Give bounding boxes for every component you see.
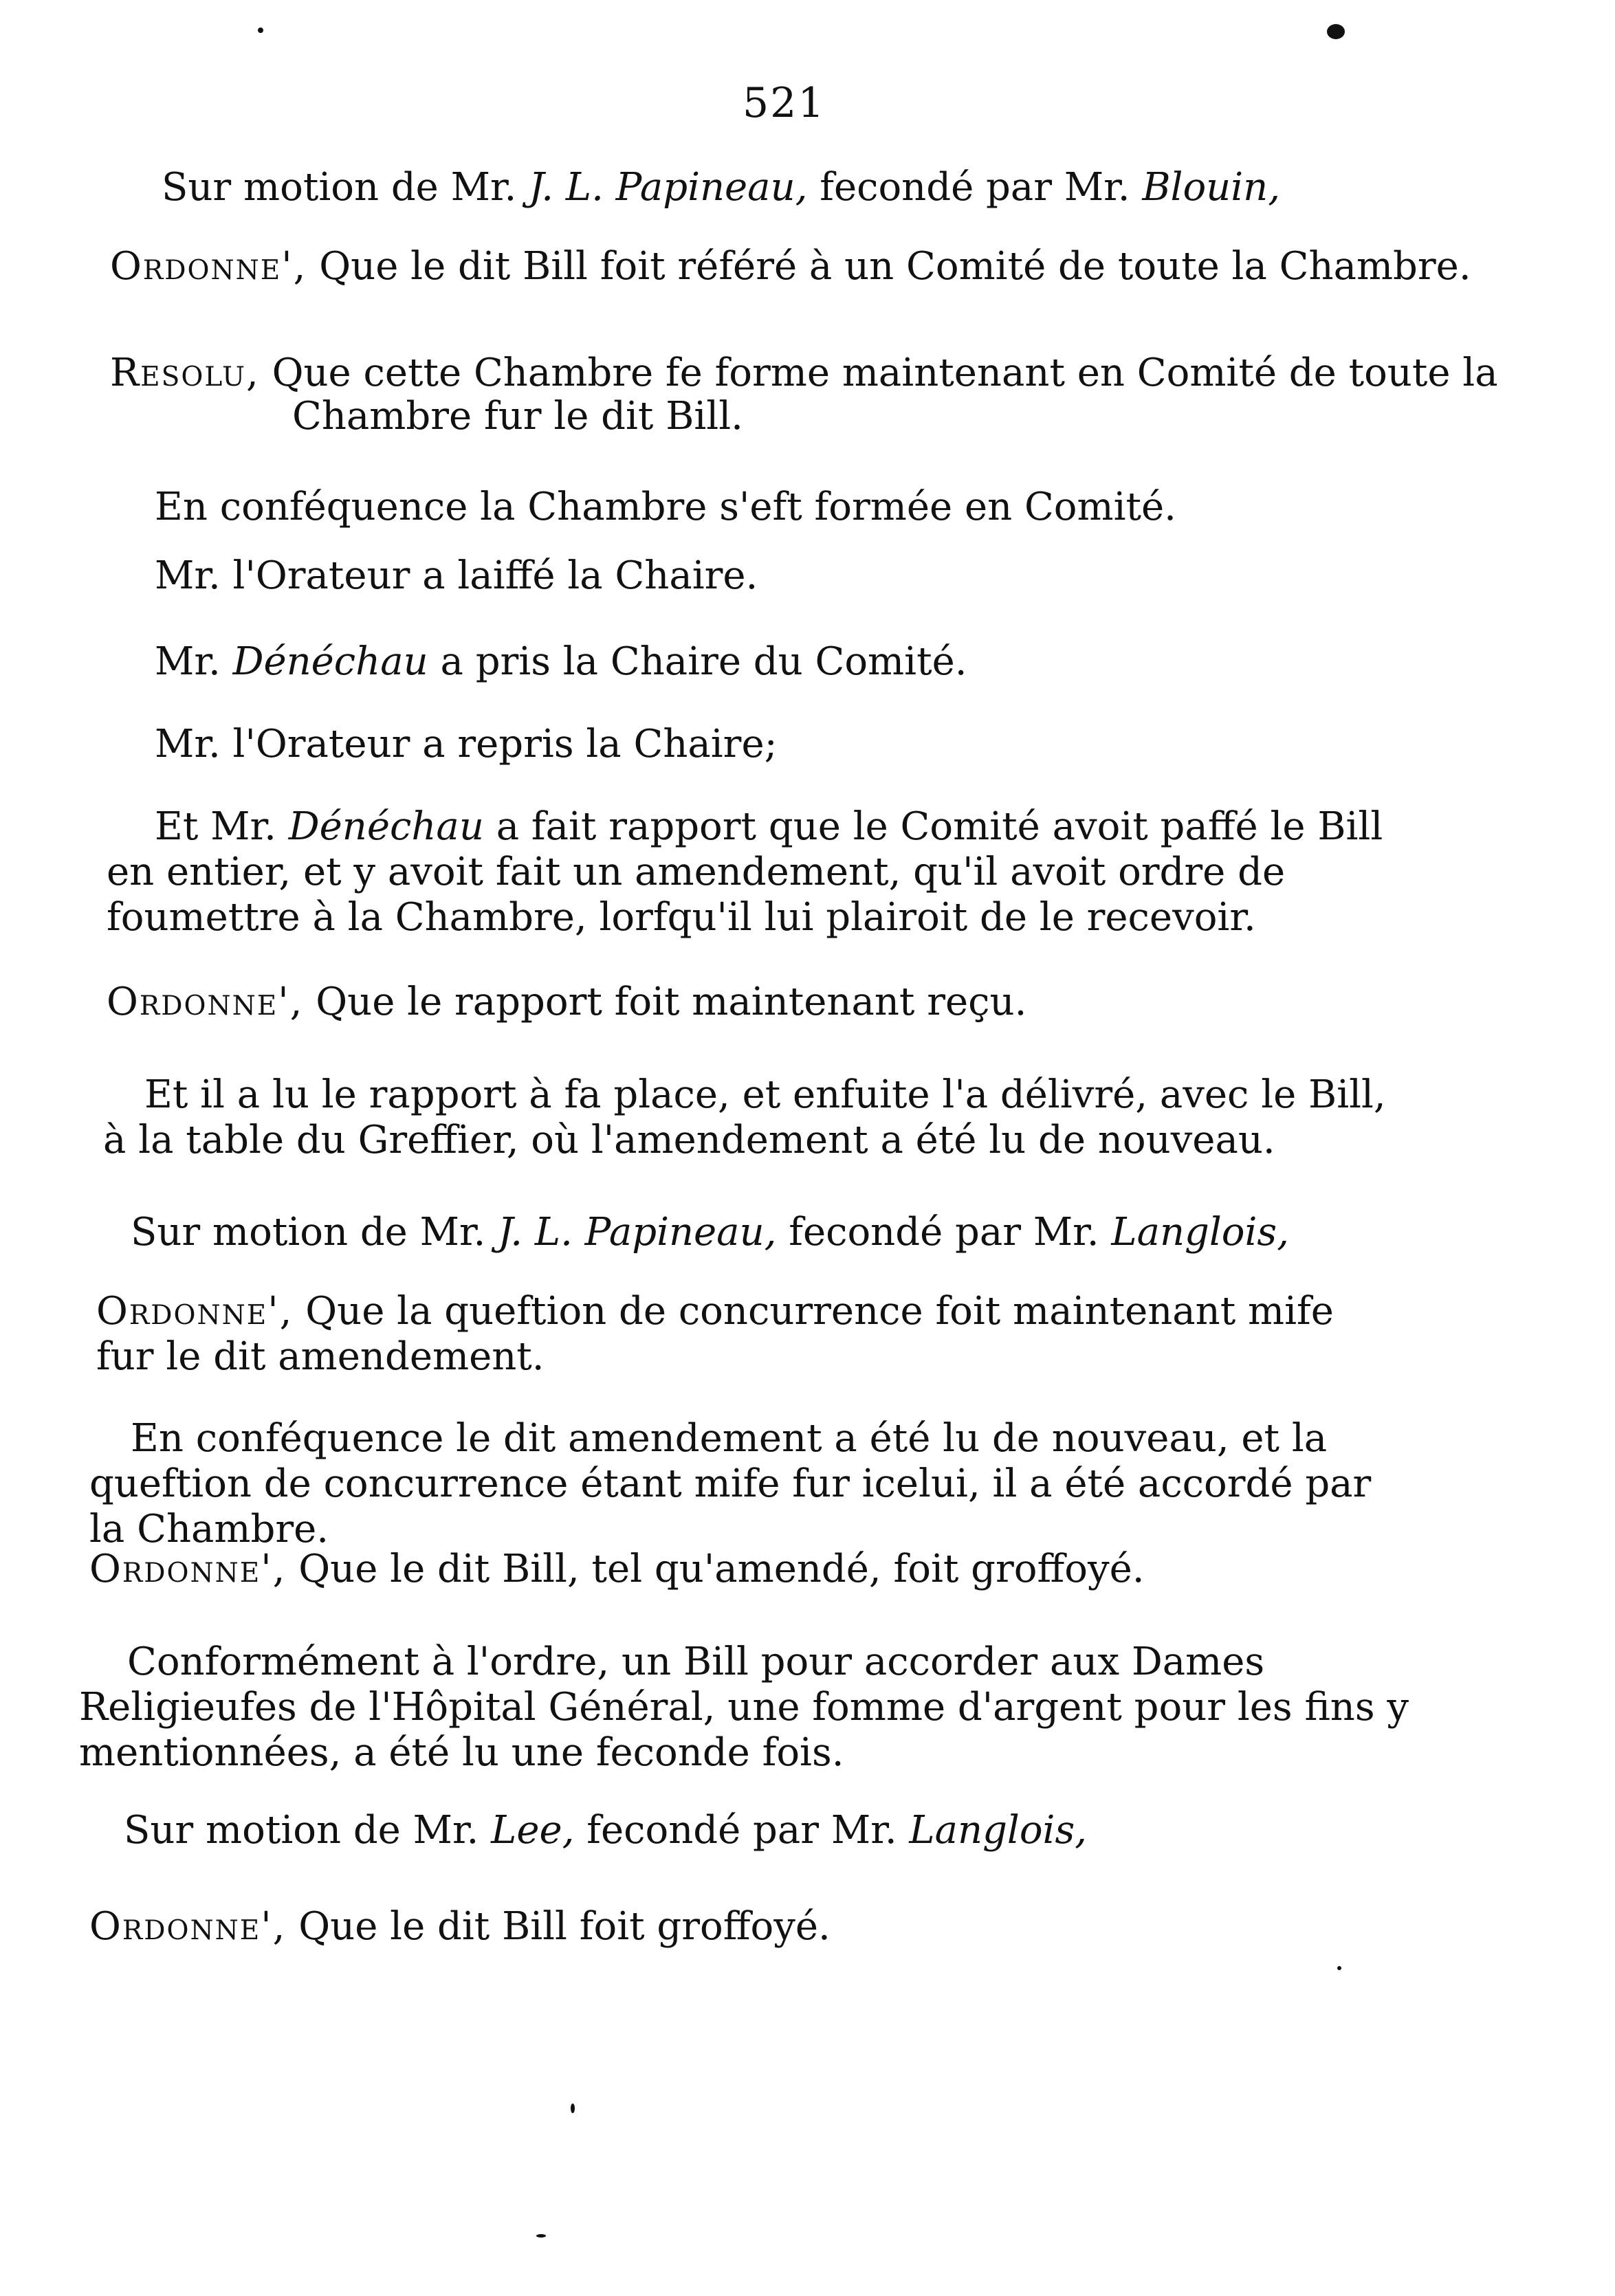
text-run: Sur motion de Mr. <box>131 1210 498 1255</box>
order-concurrence <box>96 1289 1403 1380</box>
motion-papineau-blouin <box>162 165 1280 210</box>
order-keyword: Ordonne', <box>107 980 304 1024</box>
text-run: a fait rapport que le Comité avoit paffé le Bill en entier, et y avoit fait un amendement, qu'il avoit ordre de foumettre à la Chambre, lorfqu'il lui plairoit de le recevoir. <box>107 804 1383 940</box>
italic-name: Blouin, <box>1142 165 1281 210</box>
italic-name: Langlois, <box>1111 1210 1289 1255</box>
italic-name: Lee, <box>491 1808 575 1853</box>
text-run: En conféquence la Chambre s'eft formée en Comité. <box>155 485 1176 529</box>
order-keyword: Resolu, <box>110 351 260 395</box>
motion-papineau-langlois <box>131 1210 1289 1255</box>
order-engrossed <box>89 1904 831 1950</box>
text-run: Et Mr. <box>155 804 289 849</box>
order-keyword: Ordonne', <box>96 1289 294 1334</box>
scan-speck <box>1337 1966 1341 1970</box>
text-run: Que cette Chambre fe forme maintenant en Comité de toute la <box>259 351 1498 395</box>
report-delivered <box>103 1072 1409 1163</box>
text-run: Sur motion de Mr. <box>124 1808 492 1853</box>
order-keyword: Ordonne', <box>89 1547 287 1591</box>
text-run: fecondé par Mr. <box>776 1210 1112 1255</box>
committee-report <box>107 804 1406 940</box>
scan-speck <box>571 2104 575 2113</box>
speaker-resumed-chair <box>155 722 777 767</box>
denechau-took-chair <box>155 639 967 685</box>
resolution-committee <box>110 351 1498 396</box>
hopital-general-bill <box>79 1640 1409 1776</box>
amendment-agreed <box>89 1416 1409 1552</box>
text-run: Conformément à l'ordre, un Bill pour accorder aux Dames Religieufes de l'Hôpital Général, une fomme d'argent pour les fins y mentionnées, a été lu une feconde fois. <box>79 1640 1409 1775</box>
text-run: Que le rapport foit maintenant reçu. <box>303 980 1027 1024</box>
motion-lee-langlois <box>124 1808 1087 1853</box>
order-report-received <box>107 980 1026 1025</box>
text-run: Chambre fur le dit Bill. <box>292 394 743 439</box>
text-run: a pris la Chaire du Comité. <box>428 639 967 684</box>
italic-name: Dénéchau <box>288 804 484 849</box>
text-run: fecondé par Mr. <box>574 1808 910 1853</box>
order-keyword: Ordonne', <box>89 1904 287 1949</box>
speaker-left-chair <box>155 553 758 599</box>
italic-name: J. L. Papineau, <box>498 1210 777 1255</box>
text-run: Que la queftion de concurrence foit maintenant mife fur le dit amendement. <box>96 1289 1334 1379</box>
text-run: Que le dit Bill foit référé à un Comité de toute la Chambre. <box>307 244 1471 289</box>
order-engrossed-amended <box>89 1547 1145 1592</box>
text-run: Mr. <box>155 639 233 684</box>
text-run: Et il a lu le rapport à fa place, et enfuite l'a délivré, avec le Bill, à la table du Greffier, où l'amendement a été lu de nouveau. <box>103 1072 1386 1162</box>
order-keyword: Ordonne', <box>110 244 307 289</box>
text-run: Mr. l'Orateur a repris la Chaire; <box>155 722 778 766</box>
italic-name: Langlois, <box>909 1808 1087 1853</box>
text-run: fecondé par Mr. <box>807 165 1143 210</box>
text-run: Que le dit Bill, tel qu'amendé, foit groffoyé. <box>286 1547 1145 1591</box>
page-number: 521 <box>743 79 826 127</box>
resolution-committee-cont <box>292 394 743 439</box>
order-refer-committee <box>110 244 1471 289</box>
text-run: En conféquence le dit amendement a été lu de nouveau, et la queftion de concurrence étant mife fur icelui, il a été accordé par la Chambre. <box>89 1416 1372 1552</box>
committee-formed <box>155 485 1176 530</box>
text-run: Que le dit Bill foit groffoyé. <box>286 1904 831 1949</box>
scan-speck <box>536 2234 546 2238</box>
scan-speck <box>1327 24 1345 39</box>
text-run: Sur motion de Mr. <box>162 165 529 210</box>
italic-name: J. L. Papineau, <box>529 165 808 210</box>
italic-name: Dénéchau <box>232 639 428 684</box>
text-run: Mr. l'Orateur a laiffé la Chaire. <box>155 553 758 598</box>
scan-speck <box>258 27 263 33</box>
